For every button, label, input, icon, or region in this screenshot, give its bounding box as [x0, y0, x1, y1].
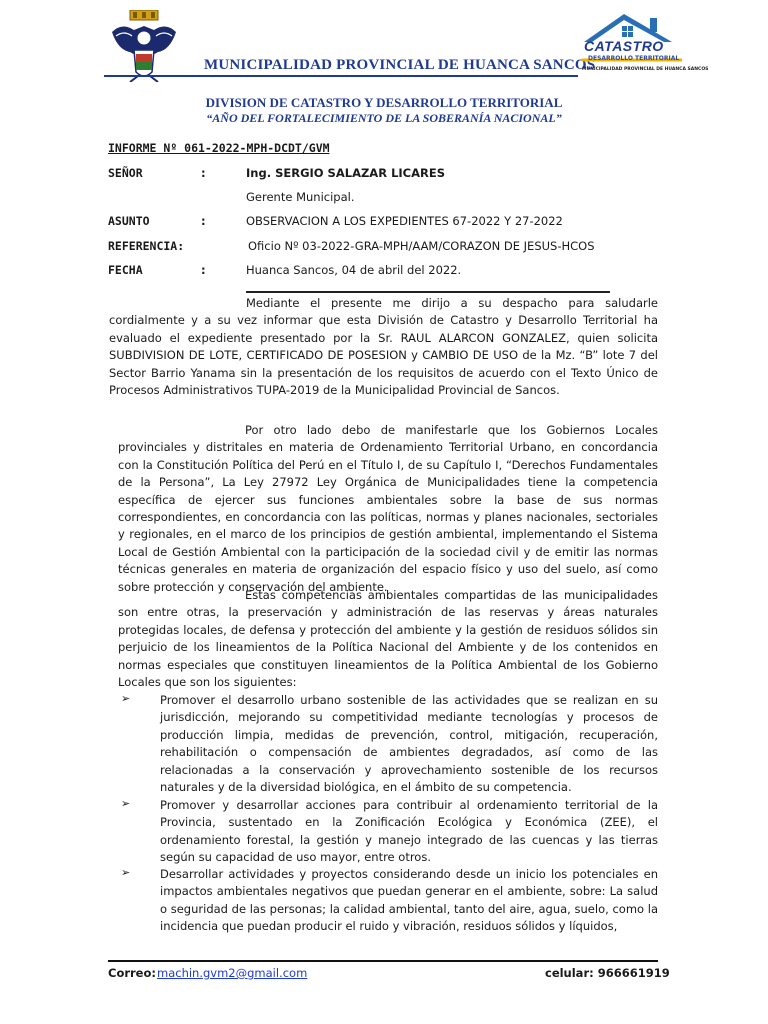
phone-number: celular: 966661919 — [545, 966, 670, 980]
list-item: Promover y desarrollar acciones para contribuir al ordenamiento territorial de la Provincia, sustentado en la Zonificación Ecológica y Económica (ZEE), el ordenamiento forestal, la gestión y manejo integrado de las cuencas y las tierras según su capacidad de uso mayor, entre otros. — [160, 798, 658, 865]
bullet-arrow-icon: ➢ — [121, 797, 131, 810]
municipality-title: MUNICIPALIDAD PROVINCIAL DE HUANCA SANCOS — [204, 57, 596, 73]
bullet-arrow-icon: ➢ — [121, 866, 131, 879]
footer-divider — [108, 960, 658, 962]
asunto-label: ASUNTO — [108, 214, 150, 228]
colon: : — [201, 263, 206, 277]
colon: : — [201, 166, 206, 180]
colon: : — [201, 214, 206, 228]
logo-subtitle: DESARROLLO TERRITORIAL — [588, 55, 680, 62]
referencia-value: Oficio Nº 03-2022-GRA-MPH/AAM/CORAZON DE JESUS-HCOS — [248, 239, 595, 253]
email-label: Correo: — [108, 966, 156, 980]
referencia-label: REFERENCIA: — [108, 239, 185, 253]
list-item: Promover el desarrollo urbano sostenible de las actividades que se realizan en su jurisdicción, mejorando su competitividad mediante tecnologías y procesos de producción limpia, medidas de prevención, control, mitigación, recuperación, rehabilitación o compensación de ambientes degradados, así como de las relacionadas a la conservación y aprovechamiento sostenible de los recursos naturales y de la diversidad biológica, en el ámbito de su competencia. — [160, 693, 658, 795]
body-paragraph-2: Por otro lado debo de manifestarle que los Gobiernos Locales provinciales y distritales en materia de Ordenamiento Territorial Urbano, en concordancia con la Constitución Política del Perú en el Título I, de su Capítulo I, “Derechos Fundamentales de la Persona”, La Ley 27972 Ley Orgánica de Municipalidades tiene la competencia específica de ejercer sus funciones ambientales sobre la base de sus normas correspondientes, en concordancia con las políticas, normas y planes nacionales, sectoriales y regionales, en el marco de los principios de gestión ambiental, implementando el Sistema Local de Gestión Ambiental con la participación de la sociedad civil y de emitir las normas técnicas generales en materia de organización del espacio físico y uso del suelo, así como sobre protección y conservación del ambiente. — [118, 423, 658, 594]
senor-label: SEÑOR — [108, 166, 143, 180]
body-paragraph-1: Mediante el presente me dirijo a su despacho para saludarle cordialmente y a su vez informar que esta División de Catastro y Desarrollo Territorial ha evaluado el expediente presentado por la Sr. RAUL ALARCON GONZALEZ, quien solicita SUBDIVISION DE LOTE, CERTIFICADO DE POSESION y CAMBIO DE USO de la Mz. “B” lote 7 del Sector Barrio Yanama sin la presentación de los requisitos de acuerdo con el Texto Único de Procesos Administrativos TUPA-2019 de la Municipalidad Provincial de Sancos. — [109, 296, 658, 398]
senor-role: Gerente Municipal. — [246, 190, 355, 204]
list-item: Desarrollar actividades y proyectos considerando desde un inicio los potenciales en impactos ambientales negativos que puedan generar en el ambiente, sobre: La salud o seguridad de las personas; la calidad ambiental, tanto del aire, agua, suelo, como la incidencia que puedan producir el ruido y vibración, residuos sólidos y líquidos, — [160, 867, 658, 934]
asunto-value: OBSERVACION A LOS EXPEDIENTES 67-2022 Y 27-2022 — [246, 214, 563, 228]
senor-value: Ing. SERGIO SALAZAR LICARES — [246, 166, 446, 180]
fecha-value: Huanca Sancos, 04 de abril del 2022. — [246, 263, 462, 277]
header-divider — [104, 75, 578, 77]
logo-caption: MUNICIPALIDAD PROVINCIAL DE HUANCA SANCOS — [582, 67, 709, 72]
fecha-label: FECHA — [108, 263, 143, 277]
report-number: INFORME Nº 061-2022-MPH-DCDT/GVM — [108, 141, 330, 155]
body-paragraph-3: Estas competencias ambientales compartidas de las municipalidades son entre otras, la preservación y administración de las reservas y áreas naturales protegidas locales, de defensa y protección del ambiente y la gestión de residuos sólidos sin perjuicio de los lineamientos de la Política Nacional del Ambiente y de los contenidos en normas especiales que constituyen lineamientos de la Política Ambiental de los Gobierno Locales que son los siguientes: — [118, 588, 658, 690]
year-motto: “AÑO DEL FORTALECIMIENTO DE LA SOBERANÍA NACIONAL” — [206, 111, 562, 125]
email-link[interactable]: machin.gvm2@gmail.com — [157, 966, 308, 980]
municipal-crest-icon — [108, 10, 180, 82]
signature-line — [246, 291, 610, 293]
bullet-arrow-icon: ➢ — [121, 692, 131, 705]
division-title: DIVISION DE CATASTRO Y DESARROLLO TERRITORIAL — [205, 95, 563, 110]
logo-title: CATASTRO — [584, 38, 664, 54]
